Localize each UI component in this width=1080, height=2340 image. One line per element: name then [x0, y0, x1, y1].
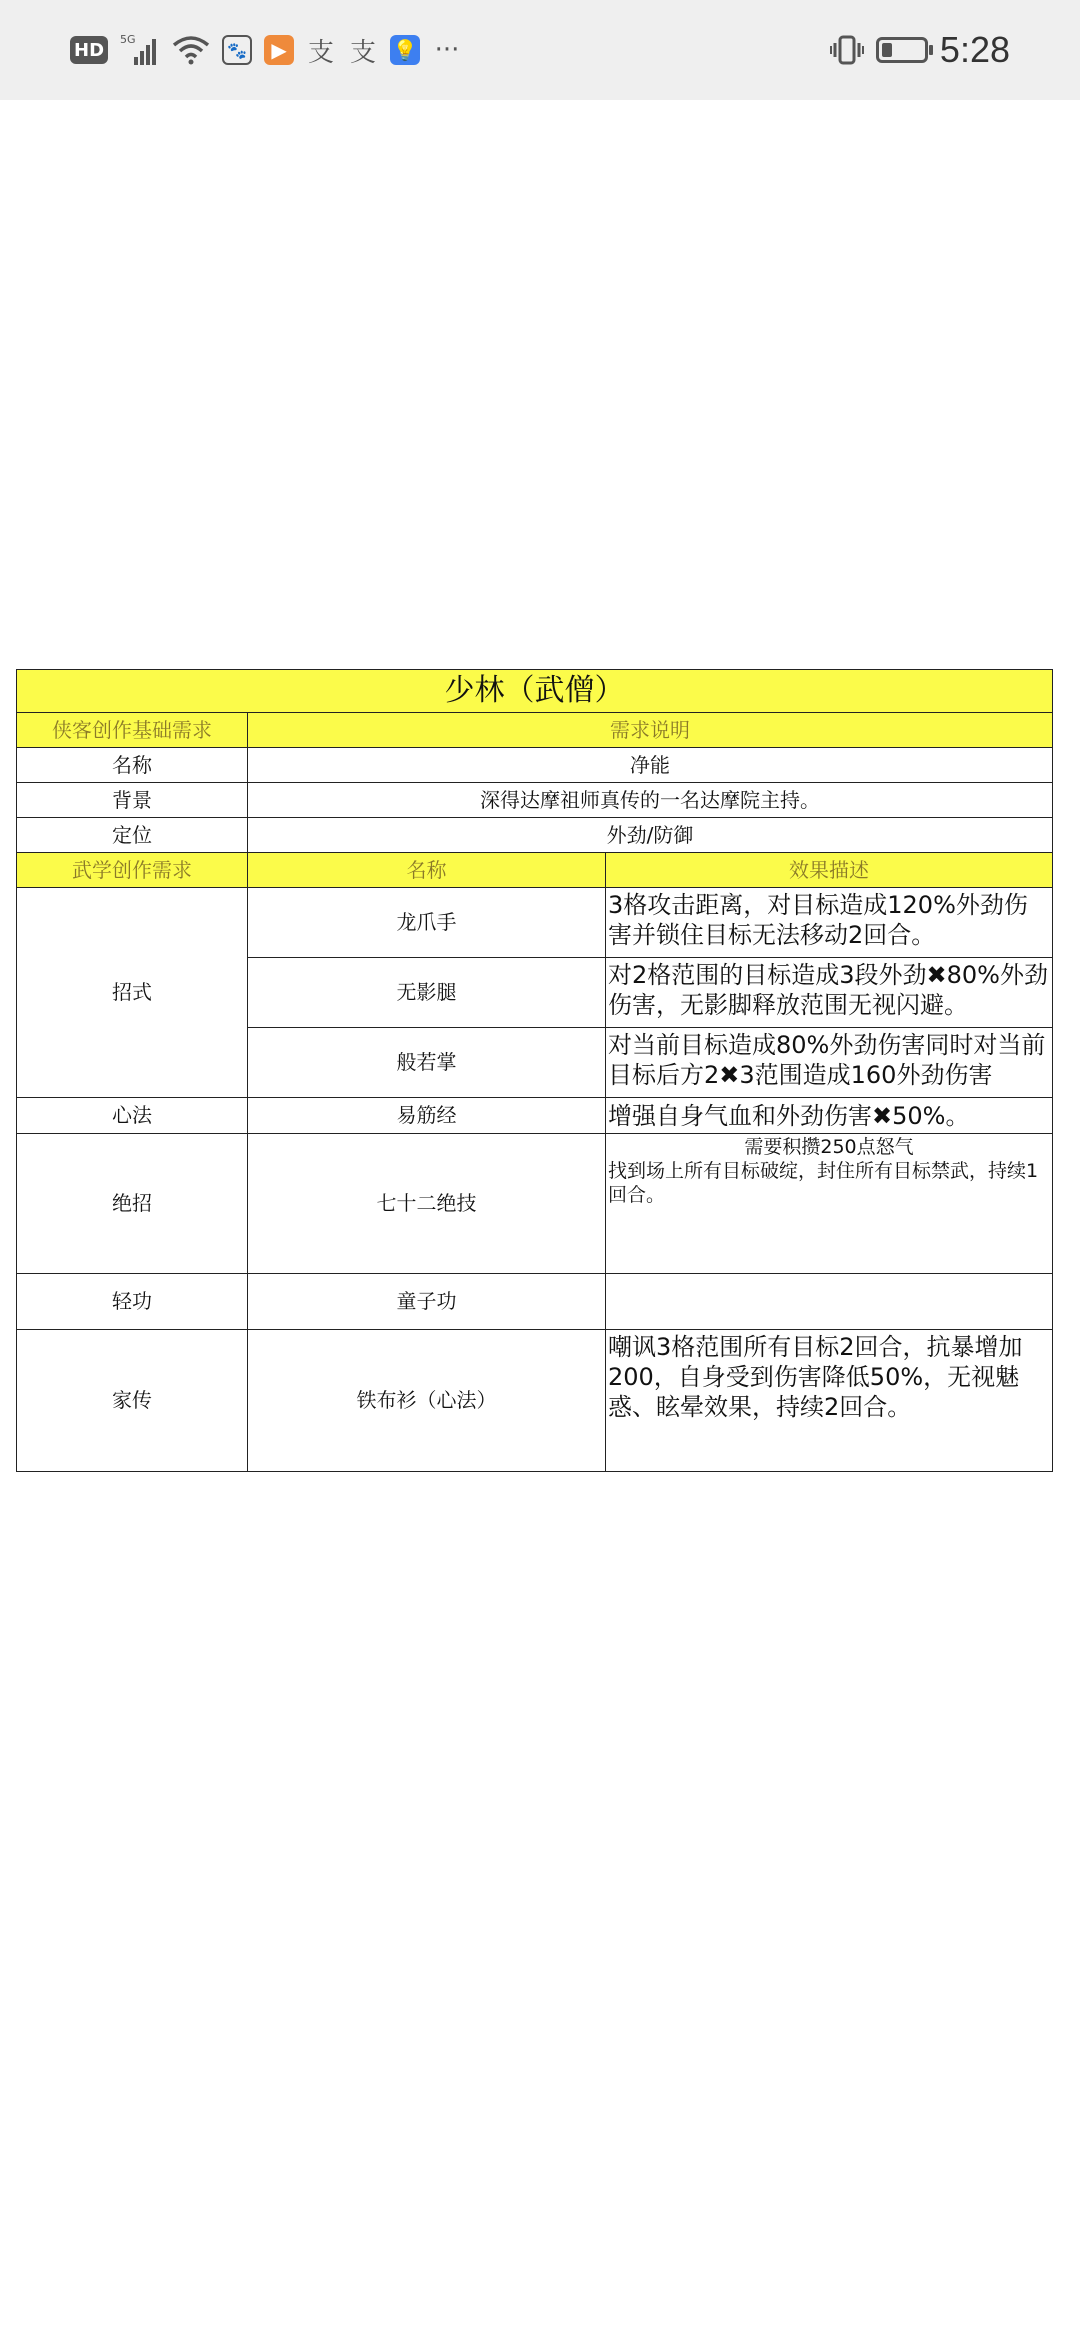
section-martial-col3: 效果描述	[606, 853, 1053, 888]
table-row	[17, 1274, 1053, 1330]
row-label-moves: 招式	[17, 888, 248, 1098]
move-desc: 对2格范围的目标造成3段外劲✖80%外劲伤害，无影脚释放范围无视闪避。	[606, 958, 1053, 1028]
video-app-icon: ▶	[264, 35, 294, 65]
move-desc: 3格攻击距离，对目标造成120%外劲伤害并锁住目标无法移动2回合。	[606, 888, 1053, 958]
table-row	[17, 1134, 1053, 1274]
qinggong-desc	[606, 1274, 1053, 1330]
wifi-icon	[172, 33, 210, 67]
lightbulb-app-icon: 💡	[390, 35, 420, 65]
app-text-icon-2: 支	[350, 37, 377, 68]
more-notifications-icon: ···	[434, 35, 460, 65]
row-label-xinfa: 心法	[17, 1098, 248, 1134]
signal-icon	[120, 33, 160, 67]
table-row	[17, 1098, 1053, 1134]
vibrate-icon	[830, 33, 864, 67]
row-value-name: 净能	[248, 748, 1053, 783]
battery-icon	[876, 37, 928, 63]
row-value-position: 外劲/防御	[248, 818, 1053, 853]
xinfa-name: 易筋经	[248, 1098, 606, 1134]
baidu-paw-icon: 🐾	[222, 35, 252, 65]
row-label-background: 背景	[17, 783, 248, 818]
status-left	[70, 33, 462, 67]
xinfa-desc: 增强自身气血和外劲伤害✖50%。	[606, 1098, 1053, 1134]
section-martial-col2: 名称	[248, 853, 606, 888]
move-name: 般若掌	[248, 1028, 606, 1098]
jiachuan-name: 铁布衫（心法）	[248, 1330, 606, 1472]
juezhao-desc	[606, 1134, 1053, 1274]
table-row	[17, 783, 1053, 818]
move-desc: 对当前目标造成80%外劲伤害同时对当前目标后方2✖3范围造成160外劲伤害	[606, 1028, 1053, 1098]
section-header-basic	[17, 713, 1053, 748]
row-label-name: 名称	[17, 748, 248, 783]
status-bar	[0, 0, 1080, 100]
qinggong-name: 童子功	[248, 1274, 606, 1330]
row-label-juezhao: 绝招	[17, 1134, 248, 1274]
juezhao-requirement: 需要积攒250点怒气	[744, 1136, 914, 1158]
network-type: 5G	[120, 33, 136, 46]
table-row	[17, 748, 1053, 783]
status-right	[830, 29, 1010, 71]
juezhao-name: 七十二绝技	[248, 1134, 606, 1274]
app-text-icon-1: 支	[308, 37, 335, 68]
move-name: 龙爪手	[248, 888, 606, 958]
row-label-position: 定位	[17, 818, 248, 853]
row-value-background: 深得达摩祖师真传的一名达摩院主持。	[248, 783, 1053, 818]
juezhao-effect: 找到场上所有目标破绽，封住所有目标禁武，持续1回合。	[608, 1159, 1039, 1206]
table-row	[17, 1330, 1053, 1472]
row-label-qinggong: 轻功	[17, 1274, 248, 1330]
jiachuan-desc: 嘲讽3格范围所有目标2回合，抗暴增加200，自身受到伤害降低50%，无视魅惑、眩晕效果，持续2回合。	[606, 1330, 1053, 1472]
hd-icon: HD	[70, 36, 108, 64]
section-basic-col1: 侠客创作基础需求	[17, 713, 248, 748]
section-martial-col1: 武学创作需求	[17, 853, 248, 888]
table-row	[17, 888, 1053, 958]
table-title-row	[17, 670, 1053, 713]
character-design-table	[16, 669, 1053, 1472]
move-name: 无影腿	[248, 958, 606, 1028]
clock: 5:28	[939, 29, 1010, 70]
table-title: 少林（武僧）	[17, 670, 1053, 713]
section-header-martial	[17, 853, 1053, 888]
row-label-jiachuan: 家传	[17, 1330, 248, 1472]
table-row	[17, 818, 1053, 853]
section-basic-col2: 需求说明	[248, 713, 1053, 748]
